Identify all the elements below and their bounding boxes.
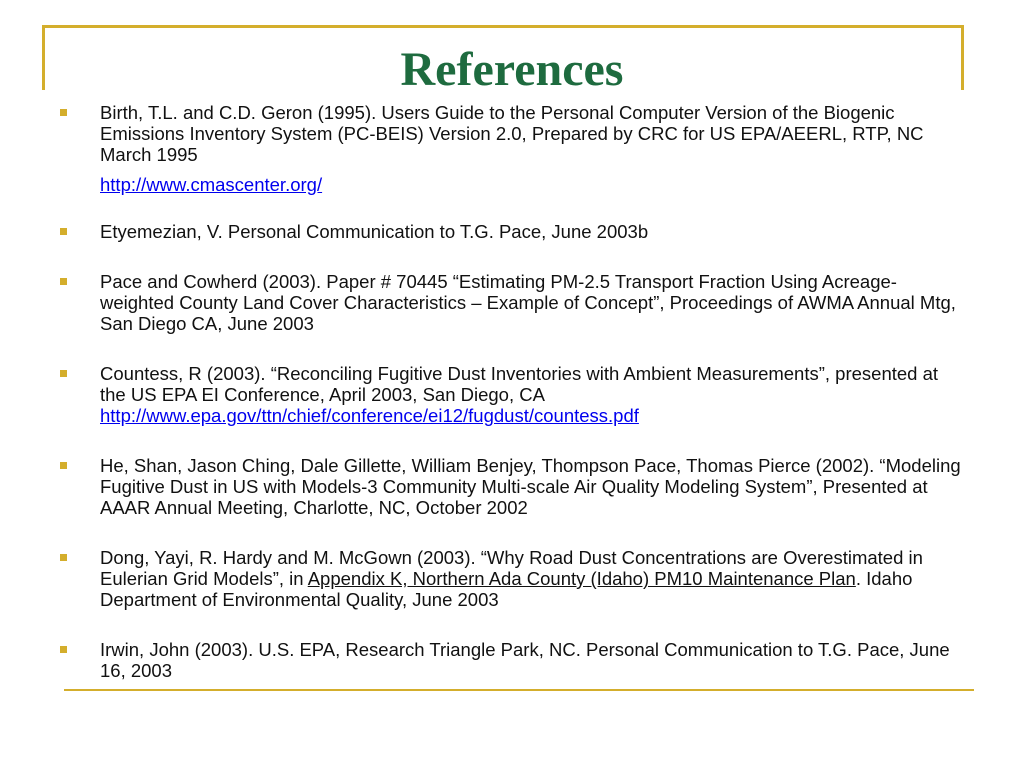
reference-text: Countess, R (2003). “Reconciling Fugitive Dust Inventories with Ambient Measurements”, presented at the US EPA EI Conference, April 2003, San Diego, CA (100, 363, 939, 405)
reference-item-he (58, 455, 968, 518)
reference-text: He, Shan, Jason Ching, Dale Gillette, William Benjey, Thompson Pace, Thomas Pierce (2002). “Modeling Fugitive Dust in US with Models-3 Community Multi-scale Air Quality Modeling System”, Presented at AAAR Annual Meeting, Charlotte, NC, October 2002 (100, 455, 961, 518)
square-bullet-icon (60, 462, 67, 469)
reference-text: Etyemezian, V. Personal Communication to T.G. Pace, June 2003b (100, 221, 649, 242)
reference-text-after: . Idaho Department of Environmental Quality, June 2003 (100, 568, 913, 610)
reference-item-etyemezian (58, 221, 968, 242)
square-bullet-icon (60, 109, 67, 116)
reference-text: Pace and Cowherd (2003). Paper # 70445 “Estimating PM-2.5 Transport Fraction Using Acreage-weighted County Land Cover Characteristics – Example of Concept”, Proceedings of AWMA Annual Mtg, San Diego CA, June 2003 (100, 271, 956, 334)
decorative-top-line (42, 25, 964, 28)
reference-link[interactable]: http://www.cmascenter.org/ (100, 174, 323, 195)
square-bullet-icon (60, 646, 67, 653)
reference-text: Birth, T.L. and C.D. Geron (1995). Users Guide to the Personal Computer Version of the Biogenic Emissions Inventory System (PC-BEIS) Version 2.0, Prepared by CRC for US EPA/AEERL, RTP, NC March 1995 (100, 102, 924, 165)
reference-link[interactable]: http://www.epa.gov/ttn/chief/conference/ei12/fugdust/countess.pdf (100, 405, 639, 426)
square-bullet-icon (60, 278, 67, 285)
reference-text: Irwin, John (2003). U.S. EPA, Research Triangle Park, NC. Personal Communication to T.G. Pace, June 16, 2003 (100, 639, 950, 681)
square-bullet-icon (60, 228, 67, 235)
reference-item-dong (58, 547, 968, 610)
reference-text-before: Dong, Yayi, R. Hardy and M. McGown (2003). “Why Road Dust Concentrations are Overestimated in Eulerian Grid Models”, in (100, 547, 923, 589)
reference-item-pace-cowherd (58, 271, 968, 334)
reference-item-countess (58, 363, 968, 426)
square-bullet-icon (60, 554, 67, 561)
reference-item-irwin (58, 639, 968, 681)
square-bullet-icon (60, 370, 67, 377)
underlined-title: Appendix K, Northern Ada County (Idaho) PM10 Maintenance Plan (307, 568, 856, 589)
reference-item-birth (58, 102, 968, 195)
slide-title: References (400, 43, 624, 96)
decorative-bottom-line (64, 689, 974, 691)
references-list (58, 102, 968, 681)
